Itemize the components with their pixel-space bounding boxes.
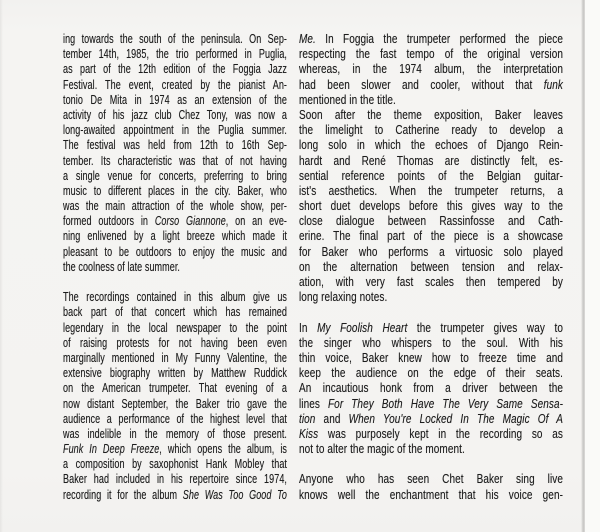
text-segment: ist's aesthetics. When the trumpeter returns, a: [299, 183, 563, 198]
text-line: [63, 472, 287, 487]
text-segment: and: [315, 411, 349, 426]
text-line: [63, 62, 287, 77]
text-line: [299, 290, 563, 305]
text-segment: knows well the enchantment that his voice gen-: [299, 487, 563, 502]
text-segment: the singer who whispers to the soul. With his: [299, 335, 563, 350]
text-segment: thin voice, Baker knew how to freeze time and: [299, 350, 563, 365]
text-line: [299, 351, 563, 366]
text-segment: My Foolish Heart: [317, 320, 408, 335]
text-line: [63, 229, 287, 244]
text-segment: tonio De Mita in 1974 as an extension of the: [63, 92, 288, 107]
text-segment: formed outdoors in: [63, 214, 155, 229]
text-segment: , which opens the album, is: [159, 442, 287, 457]
text-line: [63, 108, 287, 123]
text-segment: marginally mentioned in My Funny Valentine, the: [63, 350, 288, 365]
text-line: [299, 199, 563, 214]
text-line: [63, 78, 287, 93]
text-segment: not to alter the magic of the moment.: [299, 442, 465, 457]
text-line: [63, 442, 287, 457]
text-line: [63, 214, 287, 229]
text-segment: She Was Too Good To: [182, 487, 288, 502]
text-line: [299, 472, 563, 487]
blank-line: [299, 457, 563, 472]
text-segment: long solo in which the echoes of Django Rein-: [299, 138, 563, 153]
text-line: [63, 47, 287, 62]
text-segment: erine. The final part of the piece is a showcase: [299, 229, 563, 244]
text-line: [63, 457, 287, 472]
text-segment: keep the audience on the edge of their seats.: [299, 366, 563, 381]
text-segment: was purposely kept in the recording so as: [318, 426, 563, 441]
text-segment: audience a performance of the highest level that: [63, 411, 288, 426]
text-line: [63, 412, 287, 427]
text-segment: tion: [299, 411, 316, 426]
text-segment: for Baker who performs a virtuosic solo played: [299, 244, 563, 259]
text-segment: respecting the fast tempo of the original version: [299, 47, 563, 62]
text-segment: had been slower and cooler, without that: [299, 77, 544, 92]
text-segment: short duet develops before this gives way to the: [299, 199, 563, 214]
text-line: [63, 245, 287, 260]
text-line: [299, 336, 563, 351]
text-segment: An incautious honk from a driver between the: [299, 381, 563, 396]
text-segment: mentioned in the title.: [299, 92, 396, 107]
text-segment: back part of that concert which has remained: [63, 305, 288, 320]
blank-line: [299, 305, 563, 320]
text-line: [63, 184, 287, 199]
text-line: [63, 336, 287, 351]
text-segment: The festival was held from 12th to 16th Sep-: [63, 138, 288, 153]
text-segment: close dialogue between Rassinfosse and Cath-: [299, 214, 563, 229]
text-line: [299, 62, 563, 77]
text-segment: In: [299, 320, 318, 335]
text-segment: extensive biography written by Matthew Ruddick: [63, 366, 288, 381]
text-column-left: [63, 32, 287, 503]
text-line: [299, 138, 563, 153]
text-line: [63, 321, 287, 336]
page-outside-strip: [585, 0, 600, 532]
text-segment: long-awaited appointment in the Puglia summer.: [63, 123, 288, 138]
text-segment: Anyone who has seen Chet Baker sing live: [299, 472, 563, 487]
text-line: [63, 427, 287, 442]
text-line: [299, 123, 563, 138]
text-line: [299, 488, 563, 503]
text-segment: Me.: [299, 32, 316, 46]
text-segment: hardt and René Thomas are distinctly felt, es-: [299, 153, 563, 168]
text-line: [299, 93, 563, 108]
text-line: [299, 108, 563, 123]
text-line: [299, 32, 563, 47]
scan-left-edge-shade: [0, 0, 3, 532]
text-segment: tember 14th, 1985, the trio performed in Puglia,: [63, 47, 288, 62]
blank-line: [63, 275, 287, 290]
text-line: [63, 351, 287, 366]
text-segment: funk: [543, 77, 563, 92]
text-line: [299, 154, 563, 169]
text-segment: was indelible in the memory of those present.: [63, 426, 288, 441]
text-segment: activity of his jazz club Chez Tony, was now a: [63, 107, 288, 122]
text-segment: For They Both Have The Very Same Sensa-: [327, 396, 564, 411]
text-segment: , on an eve-: [225, 214, 288, 229]
text-line: [63, 488, 287, 503]
text-segment: Funk In Deep Freeze: [63, 442, 160, 457]
text-line: [299, 229, 563, 244]
text-segment: music to different places in the city. Baker, who: [63, 183, 288, 198]
text-segment: ation, with very fast scales then tempered by: [299, 275, 563, 289]
text-line: [299, 47, 563, 62]
text-line: [63, 305, 287, 320]
text-line: [63, 123, 287, 138]
text-line: [63, 93, 287, 108]
text-column-left-inner: [63, 32, 287, 503]
text-line: [299, 397, 563, 412]
text-segment: recording it for the album: [63, 487, 183, 502]
text-segment: Festival. The event, created by the pianist An-: [63, 77, 288, 92]
text-line: [299, 321, 563, 336]
text-segment: When You're Locked In The Magic Of A: [348, 411, 564, 426]
text-column-right-inner: [299, 32, 563, 503]
text-segment: long relaxing notes.: [299, 290, 388, 305]
text-line: [299, 245, 563, 260]
text-segment: a single venue for concerts, preferring to bring: [63, 168, 288, 183]
text-segment: now distant September, the Baker trio gave the: [63, 396, 288, 411]
text-segment: tember. Its characteristic was that of not having: [63, 153, 288, 168]
text-segment: on the alternation between tension and relax-: [299, 259, 563, 274]
text-segment: pleasant to be outdoors to enjoy the music and: [63, 244, 288, 259]
text-line: [63, 138, 287, 153]
text-segment: ing towards the south of the peninsula. On Sep-: [63, 32, 288, 46]
text-line: [63, 290, 287, 305]
text-line: [299, 169, 563, 184]
text-segment: Baker had included in his repertoire since 1974,: [63, 472, 288, 487]
text-segment: the coolness of late summer.: [63, 259, 180, 274]
text-line: [63, 366, 287, 381]
text-line: [299, 214, 563, 229]
text-line: [63, 260, 287, 275]
text-segment: on the American trumpeter. That evening of a: [63, 381, 288, 396]
text-segment: lines: [299, 396, 328, 411]
text-segment: the limelight to Catherine ready to develop a: [299, 123, 563, 138]
text-segment: as part of the 12th edition of the Foggia Jazz: [63, 62, 288, 77]
text-line: [63, 397, 287, 412]
text-segment: In Foggia the trumpeter performed the piece: [315, 32, 563, 46]
text-columns: [63, 32, 563, 503]
text-segment: a composition by saxophonist Hank Mobley that: [63, 457, 288, 472]
text-line: [299, 366, 563, 381]
text-segment: whereas, in the 1974 album, the interpretation: [299, 62, 563, 77]
text-segment: was the main attraction of the whole show, per-: [63, 199, 288, 214]
text-segment: The recordings contained in this album give us: [63, 290, 288, 305]
text-line: [299, 381, 563, 396]
text-segment: Kiss: [299, 426, 319, 441]
text-line: [63, 199, 287, 214]
text-line: [299, 427, 563, 442]
text-segment: Soon after the theme exposition, Baker leaves: [299, 107, 563, 122]
text-line: [299, 184, 563, 199]
text-line: [299, 442, 563, 457]
text-line: [63, 169, 287, 184]
text-line: [63, 381, 287, 396]
text-segment: ning enlivened by a light breeze which made it: [63, 229, 288, 244]
text-line: [63, 154, 287, 169]
text-column-right: [299, 32, 563, 503]
text-segment: sential reference points of the Belgian guitar-: [299, 168, 563, 183]
text-segment: the trumpeter gives way to: [407, 320, 563, 335]
text-segment: legendary in the local newspaper to the point: [63, 320, 288, 335]
text-segment: Corso Giannone: [154, 214, 226, 229]
text-line: [299, 275, 563, 290]
text-line: [299, 78, 563, 93]
text-segment: of raising protests for not having been even: [63, 335, 288, 350]
text-line: [63, 32, 287, 47]
text-line: [299, 412, 563, 427]
text-line: [299, 260, 563, 275]
